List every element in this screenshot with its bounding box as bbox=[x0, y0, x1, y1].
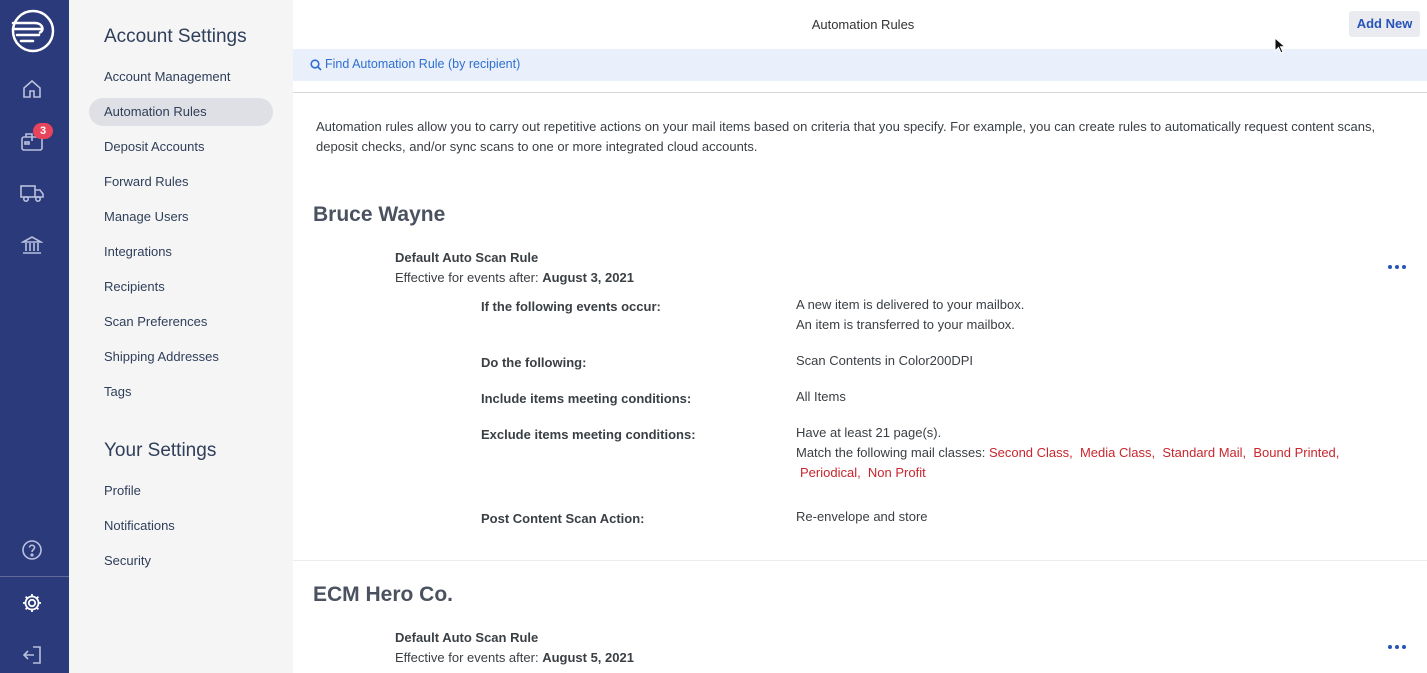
events-label: If the following events occur: bbox=[481, 299, 661, 314]
effective-prefix: Effective for events after: bbox=[395, 650, 539, 665]
mail-classes-list-cont: Periodical, Non Profit bbox=[800, 465, 926, 480]
effective-date: August 5, 2021 bbox=[542, 650, 634, 665]
account-settings-heading: Account Settings bbox=[104, 26, 247, 47]
truck-icon[interactable] bbox=[19, 180, 45, 206]
mouse-cursor-icon bbox=[1274, 37, 1286, 60]
sidebar-item-forward-rules[interactable]: Forward Rules bbox=[104, 174, 189, 189]
do-label: Do the following: bbox=[481, 355, 587, 370]
section-divider bbox=[293, 560, 1427, 561]
effective-date: August 3, 2021 bbox=[542, 270, 634, 285]
exclude-value bbox=[796, 423, 1396, 483]
event-item: A new item is delivered to your mailbox. bbox=[796, 297, 1025, 312]
include-value: All Items bbox=[796, 389, 846, 404]
effective-prefix: Effective for events after: bbox=[395, 270, 539, 285]
help-icon[interactable] bbox=[19, 537, 45, 563]
do-value: Scan Contents in Color200DPI bbox=[796, 353, 974, 368]
add-new-button[interactable]: Add New bbox=[1349, 11, 1420, 37]
post-scan-value: Re-envelope and store bbox=[796, 509, 928, 524]
bank-icon[interactable] bbox=[19, 232, 45, 258]
intro-text: Automation rules allow you to carry out repetitive actions on your mail items based on criteria that you specify. For example, you can create rules to automatically request content scans, deposit checks, and/or sync scans to one or more integrated cloud accounts. bbox=[316, 119, 1376, 154]
event-item: An item is transferred to your mailbox. bbox=[796, 317, 1015, 332]
sidebar-item-account-management[interactable]: Account Management bbox=[104, 69, 231, 84]
sidebar-item-recipients[interactable]: Recipients bbox=[104, 279, 165, 294]
sidebar-item-scan-preferences[interactable]: Scan Preferences bbox=[104, 314, 208, 329]
exclude-classes bbox=[796, 443, 1396, 463]
events-value bbox=[796, 295, 1024, 335]
top-bar bbox=[293, 0, 1427, 49]
exclude-label: Exclude items meeting conditions: bbox=[481, 427, 696, 442]
sidebar-item-tags[interactable]: Tags bbox=[104, 384, 132, 399]
sidebar-item-profile[interactable]: Profile bbox=[104, 483, 141, 498]
header-divider bbox=[293, 92, 1427, 93]
mailbox-badge: 3 bbox=[33, 123, 53, 139]
your-settings-heading: Your Settings bbox=[104, 440, 217, 461]
rail-divider bbox=[0, 576, 69, 577]
search-placeholder: Find Automation Rule (by recipient) bbox=[325, 57, 521, 71]
recipient-name: Bruce Wayne bbox=[313, 203, 446, 226]
exclude-classes-prefix: Match the following mail classes: bbox=[796, 445, 986, 460]
sidebar-item-integrations[interactable]: Integrations bbox=[104, 244, 172, 259]
gear-icon[interactable] bbox=[19, 590, 45, 616]
rule-effective bbox=[395, 650, 634, 665]
sidebar-item-deposit-accounts[interactable]: Deposit Accounts bbox=[104, 139, 205, 154]
mail-classes-list: Second Class, Media Class, Standard Mail, Bound Printed, bbox=[988, 445, 1340, 460]
post-scan-label: Post Content Scan Action: bbox=[481, 511, 645, 526]
search-input[interactable] bbox=[293, 49, 1427, 81]
home-icon[interactable] bbox=[19, 76, 45, 102]
sidebar-item-manage-users[interactable]: Manage Users bbox=[104, 209, 189, 224]
rule-title: Default Auto Scan Rule bbox=[395, 250, 539, 265]
settings-sidebar bbox=[69, 0, 293, 673]
sidebar-item-shipping-addresses[interactable]: Shipping Addresses bbox=[104, 349, 219, 364]
include-label: Include items meeting conditions: bbox=[481, 391, 692, 406]
rule-effective bbox=[395, 270, 634, 285]
exclude-pages: Have at least 21 page(s). bbox=[796, 425, 942, 440]
more-options-icon[interactable] bbox=[1387, 638, 1407, 650]
logout-icon[interactable] bbox=[19, 642, 45, 668]
app-rail bbox=[0, 0, 69, 673]
more-options-icon[interactable] bbox=[1387, 258, 1407, 270]
sidebar-item-automation-rules[interactable]: Automation Rules bbox=[89, 98, 273, 126]
search-icon bbox=[310, 58, 322, 76]
sidebar-item-security[interactable]: Security bbox=[104, 553, 151, 568]
logo-icon[interactable] bbox=[11, 9, 55, 53]
main-content bbox=[293, 0, 1427, 673]
page-title: Automation Rules bbox=[811, 17, 915, 32]
rule-title: Default Auto Scan Rule bbox=[395, 630, 539, 645]
recipient-name: ECM Hero Co. bbox=[313, 583, 454, 606]
sidebar-item-notifications[interactable]: Notifications bbox=[104, 518, 175, 533]
